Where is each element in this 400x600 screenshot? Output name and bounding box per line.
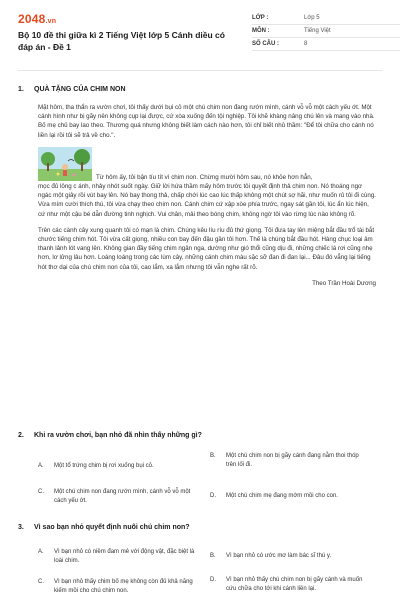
answer-options [38, 540, 380, 600]
answer-option-d[interactable] [210, 492, 370, 501]
answer-option-c[interactable] [38, 488, 198, 506]
document-meta [252, 12, 400, 51]
passage-title: QUÀ TẶNG CỦA CHIM NON [34, 86, 126, 93]
meta-value: 8 [304, 41, 308, 47]
divider [18, 70, 382, 71]
question-text: Khi ra vườn chơi, bạn nhỏ đã nhìn thấy những gì? [34, 432, 202, 439]
question-1 [18, 86, 378, 288]
passage-author: Theo Trần Hoài Dương [312, 279, 376, 287]
option-text: Một chú chim mẹ đang mớm mồi cho con. [226, 493, 338, 499]
answer-option-a[interactable] [38, 462, 198, 471]
question-3 [18, 524, 380, 600]
question-number: 3. [18, 524, 24, 531]
answer-option-a[interactable] [38, 548, 198, 566]
option-text: Vì bạn nhỏ thấy chim bố mẹ không còn đủ khả năng kiếm mồi cho chú chim non. [54, 579, 193, 594]
meta-row-subject [252, 25, 400, 38]
illustration-row [38, 147, 376, 182]
option-text: Một tổ trứng chim bị rơi xuống bụi cỏ. [54, 463, 154, 469]
option-text: Vì bạn nhỏ có niềm đam mê với động vật, đặc biệt là loài chim. [54, 549, 195, 564]
answer-option-d[interactable] [210, 576, 370, 594]
option-text: Vì bạn nhỏ thấy chú chim non bị gãy cánh và muốn cứu chữa cho tới khi cánh liền lại. [226, 577, 363, 592]
illustration-image [38, 147, 92, 181]
option-label: B. [210, 553, 216, 559]
document-title: Bộ 10 đề thi giữa kì 2 Tiếng Việt lớp 5 Cánh diều có đáp án - Đề 1 [18, 30, 225, 52]
option-text: Một chú chim non bị gãy cánh đang nằm thoi thóp trên lối đi. [226, 453, 359, 468]
option-text: Vì bạn nhỏ có ước mơ làm bác sĩ thú y. [226, 553, 332, 559]
header [18, 12, 386, 60]
meta-key: SỐ CÂU : [252, 41, 279, 47]
option-label: A. [38, 549, 44, 555]
answer-option-c[interactable] [38, 578, 198, 596]
option-label: C. [38, 579, 44, 585]
meta-value: Lớp 5 [304, 15, 320, 21]
question-number: 1. [18, 86, 24, 93]
meta-value: Tiếng Việt [304, 28, 331, 34]
question-header [18, 86, 378, 93]
option-label: A. [38, 463, 44, 469]
option-label: B. [210, 453, 216, 459]
question-header [18, 524, 380, 531]
question-number: 2. [18, 432, 24, 439]
option-label: D. [210, 493, 216, 499]
passage-paragraph: Từ hôm ấy, tôi bận tíu tít vì chim non. Chừng mười hôm sau, nó khỏe hơn hẳn, [96, 173, 313, 181]
answer-option-b[interactable] [210, 452, 370, 470]
option-label: C. [38, 489, 44, 495]
site-logo[interactable]: 2048.vn [18, 12, 57, 26]
question-text: Vì sao bạn nhỏ quyết định nuôi chú chim non? [34, 524, 190, 531]
meta-row-question-count [252, 38, 400, 51]
question-2 [18, 432, 380, 510]
passage-paragraph: mọc đủ lông c ánh, nhảy nhót suốt ngày. Giữ lời hứa thầm mấy hôm trước tôi quyết định thả chim non. Nó thoáng ngơ ngác một giây rồi vút bay lên. Nó bay thong thả, chấp chới lúc cao lúc thấp không một chút sợ hãi, như muốn rủ tôi đi cùng. Vừa mím cười thích thú, tôi vừa chạy theo chim non. Cánh chim cứ xập xòe phía trước, ngay sát gần tôi, lúc ẩn lúc hiện, cứ như một cậu bé dẫn đường tinh nghịch. Vui chân, mải theo bóng chim, không ngờ tôi vào rừng lúc nào không rõ. [38, 183, 376, 218]
answer-option-b[interactable] [210, 552, 370, 561]
question-header [18, 432, 380, 439]
passage-paragraph: Mặt hôm, tha thẩn ra vườn chơi, tôi thấy dưới bụi cỏ một chú chim non đang rướn mình, cánh vỗ vỗ một cách yếu ớt. Một cánh hình như bị gãy nên không cụp lại được, cứ xòa xuống đến tội nghiệp. Tôi khẽ khàng nâng chú lên và mang vào nhà. Bố mẹ chủ bay lao theo. Thương quá nhưng không biết làm cách nào hơn, tôi chỉ biết nhủ thầm: "Để tôi chữa cho cánh nó liền lại rồi tôi sẽ trả về cho.". [38, 104, 375, 139]
passage-paragraph: Trên các cành cây xung quanh tôi có mạn là chim. Chúng kêu líu ríu đủ thứ giọng. Tôi đưa tay lên miệng bắt đầu trổ tài bắt chước tiếng chim hót. Tôi vừa cất giọng, nhiều con bay đến đậu gần tôi hơn. Thế là chúng bắt đầu hót. Hàng chục loại âm thanh lảnh lót vang lên. Không gian đầy tiếng chim ngân nga, dường như gió thổi cũng dịu đi, những chiếc lá rơi cũng nhẹ hơn, lơ lửng lâu hơn. Loáng loáng trong các lùm cây, những cánh chim màu sặc sỡ đan đi đan lại... Đâu đó vẳng lại tiếng hót thơ dại của chú chim non của tôi, cao lắm, xa lắm nhưng tôi vẫn nghe rất rõ. [38, 226, 375, 271]
meta-key: LỚP : [252, 15, 269, 21]
option-label: D. [210, 577, 216, 583]
option-text: Một chú chim non đang rướn mình, cánh vỗ vỗ một cách yếu ớt. [54, 489, 191, 504]
meta-key: MÔN : [252, 28, 270, 34]
answer-options [38, 448, 380, 510]
meta-row-class [252, 12, 400, 25]
reading-passage [38, 103, 376, 288]
